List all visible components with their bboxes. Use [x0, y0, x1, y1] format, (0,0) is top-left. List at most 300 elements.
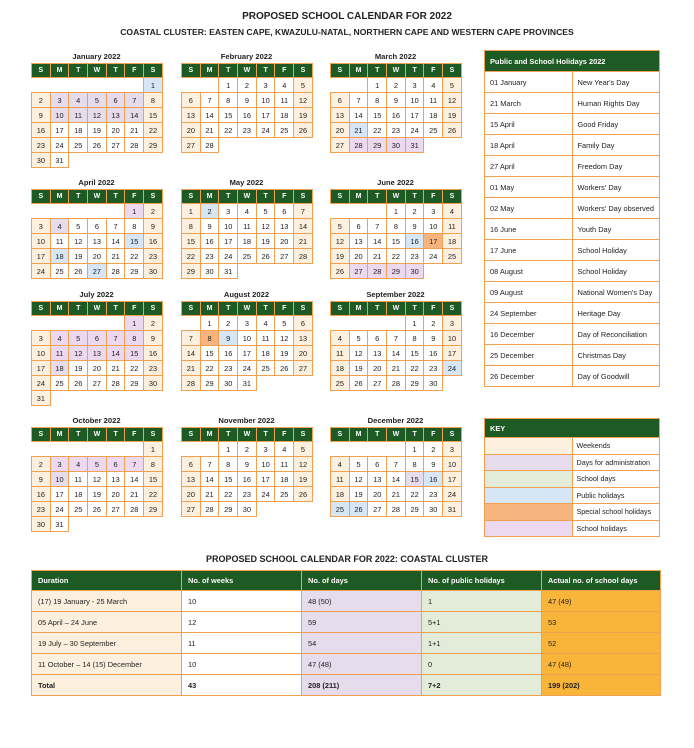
key-label: School days [572, 471, 660, 488]
empty-cell [387, 316, 406, 331]
day-cell: 4 [275, 78, 294, 93]
day-cell: 23 [200, 249, 219, 264]
day-cell: 2 [32, 93, 51, 108]
day-cell: 7 [125, 93, 144, 108]
day-cell: 27 [368, 502, 387, 517]
day-cell: 24 [256, 487, 275, 502]
empty-cell [275, 264, 294, 279]
day-cell: 27 [88, 376, 107, 391]
day-cell: 1 [125, 316, 144, 331]
weekday-header: S [182, 190, 201, 204]
empty-cell [368, 442, 387, 457]
day-cell: 23 [387, 123, 406, 138]
holiday-name: Heritage Day [572, 303, 660, 324]
day-cell: 7 [294, 204, 313, 219]
day-cell: 31 [219, 264, 238, 279]
key-swatch [485, 504, 573, 521]
day-cell: 8 [125, 219, 144, 234]
day-cell: 18 [69, 123, 88, 138]
day-cell: 29 [144, 502, 163, 517]
day-cell: 5 [256, 204, 275, 219]
empty-cell [50, 78, 69, 93]
holiday-date: 08 August [485, 261, 573, 282]
weekday-header: F [424, 190, 443, 204]
day-cell: 14 [106, 346, 125, 361]
empty-cell [125, 153, 144, 168]
weekday-header: T [69, 190, 88, 204]
day-cell: 10 [219, 219, 238, 234]
summary-cell: 1+1 [422, 633, 542, 654]
weekday-header: W [88, 64, 107, 78]
day-cell: 4 [443, 204, 462, 219]
weekday-header: T [405, 302, 424, 316]
day-cell: 20 [368, 361, 387, 376]
day-cell: 27 [106, 502, 125, 517]
day-cell: 1 [182, 204, 201, 219]
day-cell: 15 [405, 346, 424, 361]
weekday-header: T [368, 64, 387, 78]
empty-cell [349, 78, 368, 93]
weekday-header: S [294, 302, 313, 316]
day-cell: 22 [368, 123, 387, 138]
day-cell: 22 [405, 361, 424, 376]
day-cell: 30 [405, 264, 424, 279]
holiday-date: 16 June [485, 219, 573, 240]
day-cell: 8 [125, 331, 144, 346]
day-cell: 28 [368, 264, 387, 279]
day-cell: 4 [424, 78, 443, 93]
day-cell: 20 [368, 487, 387, 502]
day-cell: 24 [50, 138, 69, 153]
summary-cell: 11 [182, 633, 302, 654]
weekday-header: W [387, 428, 406, 442]
day-cell: 28 [125, 502, 144, 517]
day-cell: 5 [294, 78, 313, 93]
month-name: May 2022 [229, 178, 264, 187]
weekday-header: T [106, 302, 125, 316]
day-cell: 6 [88, 331, 107, 346]
day-cell: 27 [182, 502, 201, 517]
day-cell: 18 [50, 249, 69, 264]
day-cell: 2 [424, 316, 443, 331]
day-cell: 12 [256, 219, 275, 234]
holidays-table-title: Public and School Holidays 2022 [485, 51, 660, 72]
day-cell: 6 [182, 457, 201, 472]
day-cell: 17 [256, 108, 275, 123]
day-cell: 17 [32, 361, 51, 376]
day-cell: 21 [106, 249, 125, 264]
day-cell: 25 [238, 249, 257, 264]
day-cell: 15 [405, 472, 424, 487]
day-cell: 14 [294, 219, 313, 234]
day-cell: 25 [443, 249, 462, 264]
empty-cell [256, 502, 275, 517]
holiday-name: National Women's Day [572, 282, 660, 303]
day-cell: 24 [443, 361, 462, 376]
day-cell: 10 [443, 457, 462, 472]
empty-cell [443, 264, 462, 279]
day-cell: 2 [200, 204, 219, 219]
day-cell: 12 [349, 472, 368, 487]
weekday-header: M [50, 302, 69, 316]
month-grid [31, 63, 163, 168]
holiday-date: 17 June [485, 240, 573, 261]
day-cell: 18 [238, 234, 257, 249]
key-legend [484, 418, 660, 537]
day-cell: 20 [106, 123, 125, 138]
holiday-row [485, 303, 660, 324]
holiday-row [485, 114, 660, 135]
empty-cell [294, 376, 313, 391]
weekday-header: F [275, 302, 294, 316]
day-cell: 6 [294, 316, 313, 331]
day-cell: 5 [88, 457, 107, 472]
weekday-header: T [106, 428, 125, 442]
empty-cell [387, 442, 406, 457]
empty-cell [256, 376, 275, 391]
day-cell: 24 [256, 123, 275, 138]
day-cell: 29 [200, 376, 219, 391]
day-cell: 6 [182, 93, 201, 108]
day-cell: 2 [238, 78, 257, 93]
day-cell: 9 [144, 219, 163, 234]
day-cell: 10 [32, 234, 51, 249]
day-cell: 30 [424, 502, 443, 517]
month-grid [31, 189, 163, 279]
weekday-header: M [200, 428, 219, 442]
weekday-header: F [275, 64, 294, 78]
day-cell: 25 [50, 264, 69, 279]
day-cell: 26 [256, 249, 275, 264]
summary-header: Duration [32, 571, 182, 591]
day-cell: 4 [50, 331, 69, 346]
day-cell: 10 [238, 331, 257, 346]
day-cell: 15 [200, 346, 219, 361]
holiday-name: Family Day [572, 135, 660, 156]
day-cell: 22 [405, 487, 424, 502]
empty-cell [50, 442, 69, 457]
summary-total-cell: 7+2 [422, 675, 542, 696]
day-cell: 3 [424, 204, 443, 219]
day-cell: 6 [106, 457, 125, 472]
weekday-header: T [69, 428, 88, 442]
day-cell: 20 [349, 249, 368, 264]
summary-cell: 1 [422, 591, 542, 612]
weekday-header: S [443, 190, 462, 204]
empty-cell [349, 442, 368, 457]
holiday-row [485, 135, 660, 156]
holiday-name: School Holiday [572, 261, 660, 282]
day-cell: 23 [219, 361, 238, 376]
weekday-header: T [219, 302, 238, 316]
day-cell: 11 [331, 346, 350, 361]
empty-cell [69, 391, 88, 406]
empty-cell [88, 204, 107, 219]
weekday-header: S [182, 64, 201, 78]
day-cell: 6 [88, 219, 107, 234]
day-cell: 7 [387, 457, 406, 472]
summary-cell: 47 (48) [302, 654, 422, 675]
empty-cell [144, 517, 163, 532]
day-cell: 3 [405, 78, 424, 93]
day-cell: 26 [275, 361, 294, 376]
day-cell: 7 [349, 93, 368, 108]
day-cell: 12 [331, 234, 350, 249]
empty-cell [294, 264, 313, 279]
summary-cell: 05 April – 24 June [32, 612, 182, 633]
empty-cell [182, 316, 201, 331]
day-cell: 17 [238, 346, 257, 361]
day-cell: 15 [368, 108, 387, 123]
day-cell: 28 [200, 138, 219, 153]
day-cell: 22 [144, 123, 163, 138]
month-grid [181, 63, 313, 153]
empty-cell [125, 517, 144, 532]
key-label: Days for administration [572, 454, 660, 471]
day-cell: 20 [88, 361, 107, 376]
key-swatch [485, 520, 573, 537]
day-cell: 27 [331, 138, 350, 153]
day-cell: 14 [387, 472, 406, 487]
day-cell: 4 [331, 457, 350, 472]
weekday-header: M [349, 190, 368, 204]
weekday-header: T [368, 190, 387, 204]
weekday-header: S [144, 302, 163, 316]
holiday-row [485, 282, 660, 303]
day-cell: 23 [144, 361, 163, 376]
day-cell: 21 [387, 361, 406, 376]
day-cell: 3 [50, 457, 69, 472]
weekday-header: S [331, 190, 350, 204]
day-cell: 13 [368, 472, 387, 487]
weekday-header: S [182, 428, 201, 442]
day-cell: 10 [424, 219, 443, 234]
day-cell: 29 [405, 502, 424, 517]
weekday-header: T [106, 64, 125, 78]
empty-cell [50, 204, 69, 219]
month-grid [181, 427, 313, 517]
day-cell: 28 [349, 138, 368, 153]
key-label: School holidays [572, 520, 660, 537]
day-cell: 19 [349, 487, 368, 502]
day-cell: 12 [69, 234, 88, 249]
day-cell: 11 [69, 472, 88, 487]
day-cell: 27 [106, 138, 125, 153]
day-cell: 30 [238, 502, 257, 517]
weekday-header: F [424, 302, 443, 316]
day-cell: 21 [106, 361, 125, 376]
summary-total-cell: 208 (211) [302, 675, 422, 696]
weekday-header: M [200, 64, 219, 78]
day-cell: 18 [331, 487, 350, 502]
day-cell: 19 [294, 108, 313, 123]
holiday-date: 01 May [485, 177, 573, 198]
day-cell: 26 [294, 123, 313, 138]
holiday-row [485, 219, 660, 240]
day-cell: 15 [182, 234, 201, 249]
month-name: December 2022 [367, 416, 424, 425]
day-cell: 14 [125, 108, 144, 123]
day-cell: 16 [238, 108, 257, 123]
summary-cell: (17) 19 January - 25 March [32, 591, 182, 612]
day-cell: 10 [32, 346, 51, 361]
key-item [485, 438, 660, 455]
day-cell: 25 [424, 123, 443, 138]
day-cell: 17 [32, 249, 51, 264]
weekday-header: W [387, 190, 406, 204]
day-cell: 7 [200, 457, 219, 472]
day-cell: 31 [238, 376, 257, 391]
weekday-header: T [106, 190, 125, 204]
day-cell: 5 [294, 442, 313, 457]
holiday-row [485, 72, 660, 93]
day-cell: 30 [200, 264, 219, 279]
day-cell: 31 [50, 153, 69, 168]
weekday-header: S [294, 190, 313, 204]
day-cell: 30 [387, 138, 406, 153]
day-cell: 13 [88, 346, 107, 361]
day-cell: 18 [275, 472, 294, 487]
day-cell: 6 [106, 93, 125, 108]
weekday-header: F [125, 302, 144, 316]
day-cell: 11 [275, 93, 294, 108]
empty-cell [32, 442, 51, 457]
month-grid [330, 427, 462, 517]
day-cell: 18 [331, 361, 350, 376]
summary-row [32, 612, 661, 633]
summary-cell: 54 [302, 633, 422, 654]
day-cell: 20 [182, 487, 201, 502]
day-cell: 8 [368, 93, 387, 108]
day-cell: 31 [443, 502, 462, 517]
day-cell: 29 [125, 376, 144, 391]
empty-cell [106, 391, 125, 406]
day-cell: 6 [368, 457, 387, 472]
day-cell: 11 [50, 346, 69, 361]
empty-cell [294, 502, 313, 517]
empty-cell [294, 138, 313, 153]
weekday-header: W [88, 302, 107, 316]
empty-cell [368, 316, 387, 331]
summary-row [32, 654, 661, 675]
month-name: September 2022 [366, 290, 425, 299]
weekday-header: W [238, 64, 257, 78]
holiday-row [485, 198, 660, 219]
day-cell: 2 [387, 78, 406, 93]
day-cell: 7 [182, 331, 201, 346]
key-item [485, 471, 660, 488]
holiday-date: 21 March [485, 93, 573, 114]
day-cell: 15 [144, 472, 163, 487]
empty-cell [238, 138, 257, 153]
day-cell: 1 [144, 78, 163, 93]
day-cell: 20 [331, 123, 350, 138]
day-cell: 29 [405, 376, 424, 391]
empty-cell [88, 442, 107, 457]
day-cell: 17 [256, 472, 275, 487]
day-cell: 29 [368, 138, 387, 153]
day-cell: 26 [88, 138, 107, 153]
weekday-header: S [294, 64, 313, 78]
day-cell: 13 [294, 331, 313, 346]
empty-cell [88, 517, 107, 532]
holiday-name: Workers' Day [572, 177, 660, 198]
day-cell: 14 [182, 346, 201, 361]
day-cell: 14 [125, 472, 144, 487]
holiday-name: Day of Reconciliation [572, 324, 660, 345]
day-cell: 4 [50, 219, 69, 234]
month-calendar [31, 288, 162, 406]
summary-cell: 48 (50) [302, 591, 422, 612]
empty-cell [106, 204, 125, 219]
day-cell: 24 [405, 123, 424, 138]
day-cell: 4 [238, 204, 257, 219]
weekday-header: S [32, 428, 51, 442]
month-name: February 2022 [220, 52, 273, 61]
day-cell: 1 [368, 78, 387, 93]
day-cell: 31 [405, 138, 424, 153]
day-cell: 9 [144, 331, 163, 346]
holiday-name: Workers' Day observed [572, 198, 660, 219]
day-cell: 21 [200, 487, 219, 502]
empty-cell [69, 204, 88, 219]
day-cell: 23 [238, 487, 257, 502]
holiday-date: 27 April [485, 156, 573, 177]
day-cell: 13 [275, 219, 294, 234]
empty-cell [88, 78, 107, 93]
empty-cell [69, 316, 88, 331]
key-swatch [485, 471, 573, 488]
day-cell: 20 [275, 234, 294, 249]
day-cell: 7 [106, 219, 125, 234]
day-cell: 20 [294, 346, 313, 361]
day-cell: 14 [387, 346, 406, 361]
summary-cell: 0 [422, 654, 542, 675]
empty-cell [106, 316, 125, 331]
weekday-header: M [349, 428, 368, 442]
day-cell: 13 [106, 472, 125, 487]
day-cell: 1 [144, 442, 163, 457]
day-cell: 26 [88, 502, 107, 517]
empty-cell [275, 376, 294, 391]
day-cell: 12 [88, 108, 107, 123]
day-cell: 13 [182, 472, 201, 487]
day-cell: 3 [443, 316, 462, 331]
weekday-header: M [200, 190, 219, 204]
day-cell: 1 [387, 204, 406, 219]
day-cell: 7 [387, 331, 406, 346]
day-cell: 12 [294, 457, 313, 472]
day-cell: 18 [275, 108, 294, 123]
day-cell: 8 [405, 331, 424, 346]
day-cell: 8 [387, 219, 406, 234]
day-cell: 12 [275, 331, 294, 346]
day-cell: 19 [331, 249, 350, 264]
holiday-name: Christmas Day [572, 345, 660, 366]
day-cell: 1 [405, 316, 424, 331]
day-cell: 25 [256, 361, 275, 376]
day-cell: 9 [424, 457, 443, 472]
day-cell: 14 [368, 234, 387, 249]
day-cell: 30 [219, 376, 238, 391]
holiday-date: 01 January [485, 72, 573, 93]
weekday-header: T [219, 190, 238, 204]
empty-cell [424, 138, 443, 153]
summary-cell: 53 [542, 612, 661, 633]
month-name: November 2022 [218, 416, 275, 425]
key-item [485, 454, 660, 471]
day-cell: 13 [349, 234, 368, 249]
